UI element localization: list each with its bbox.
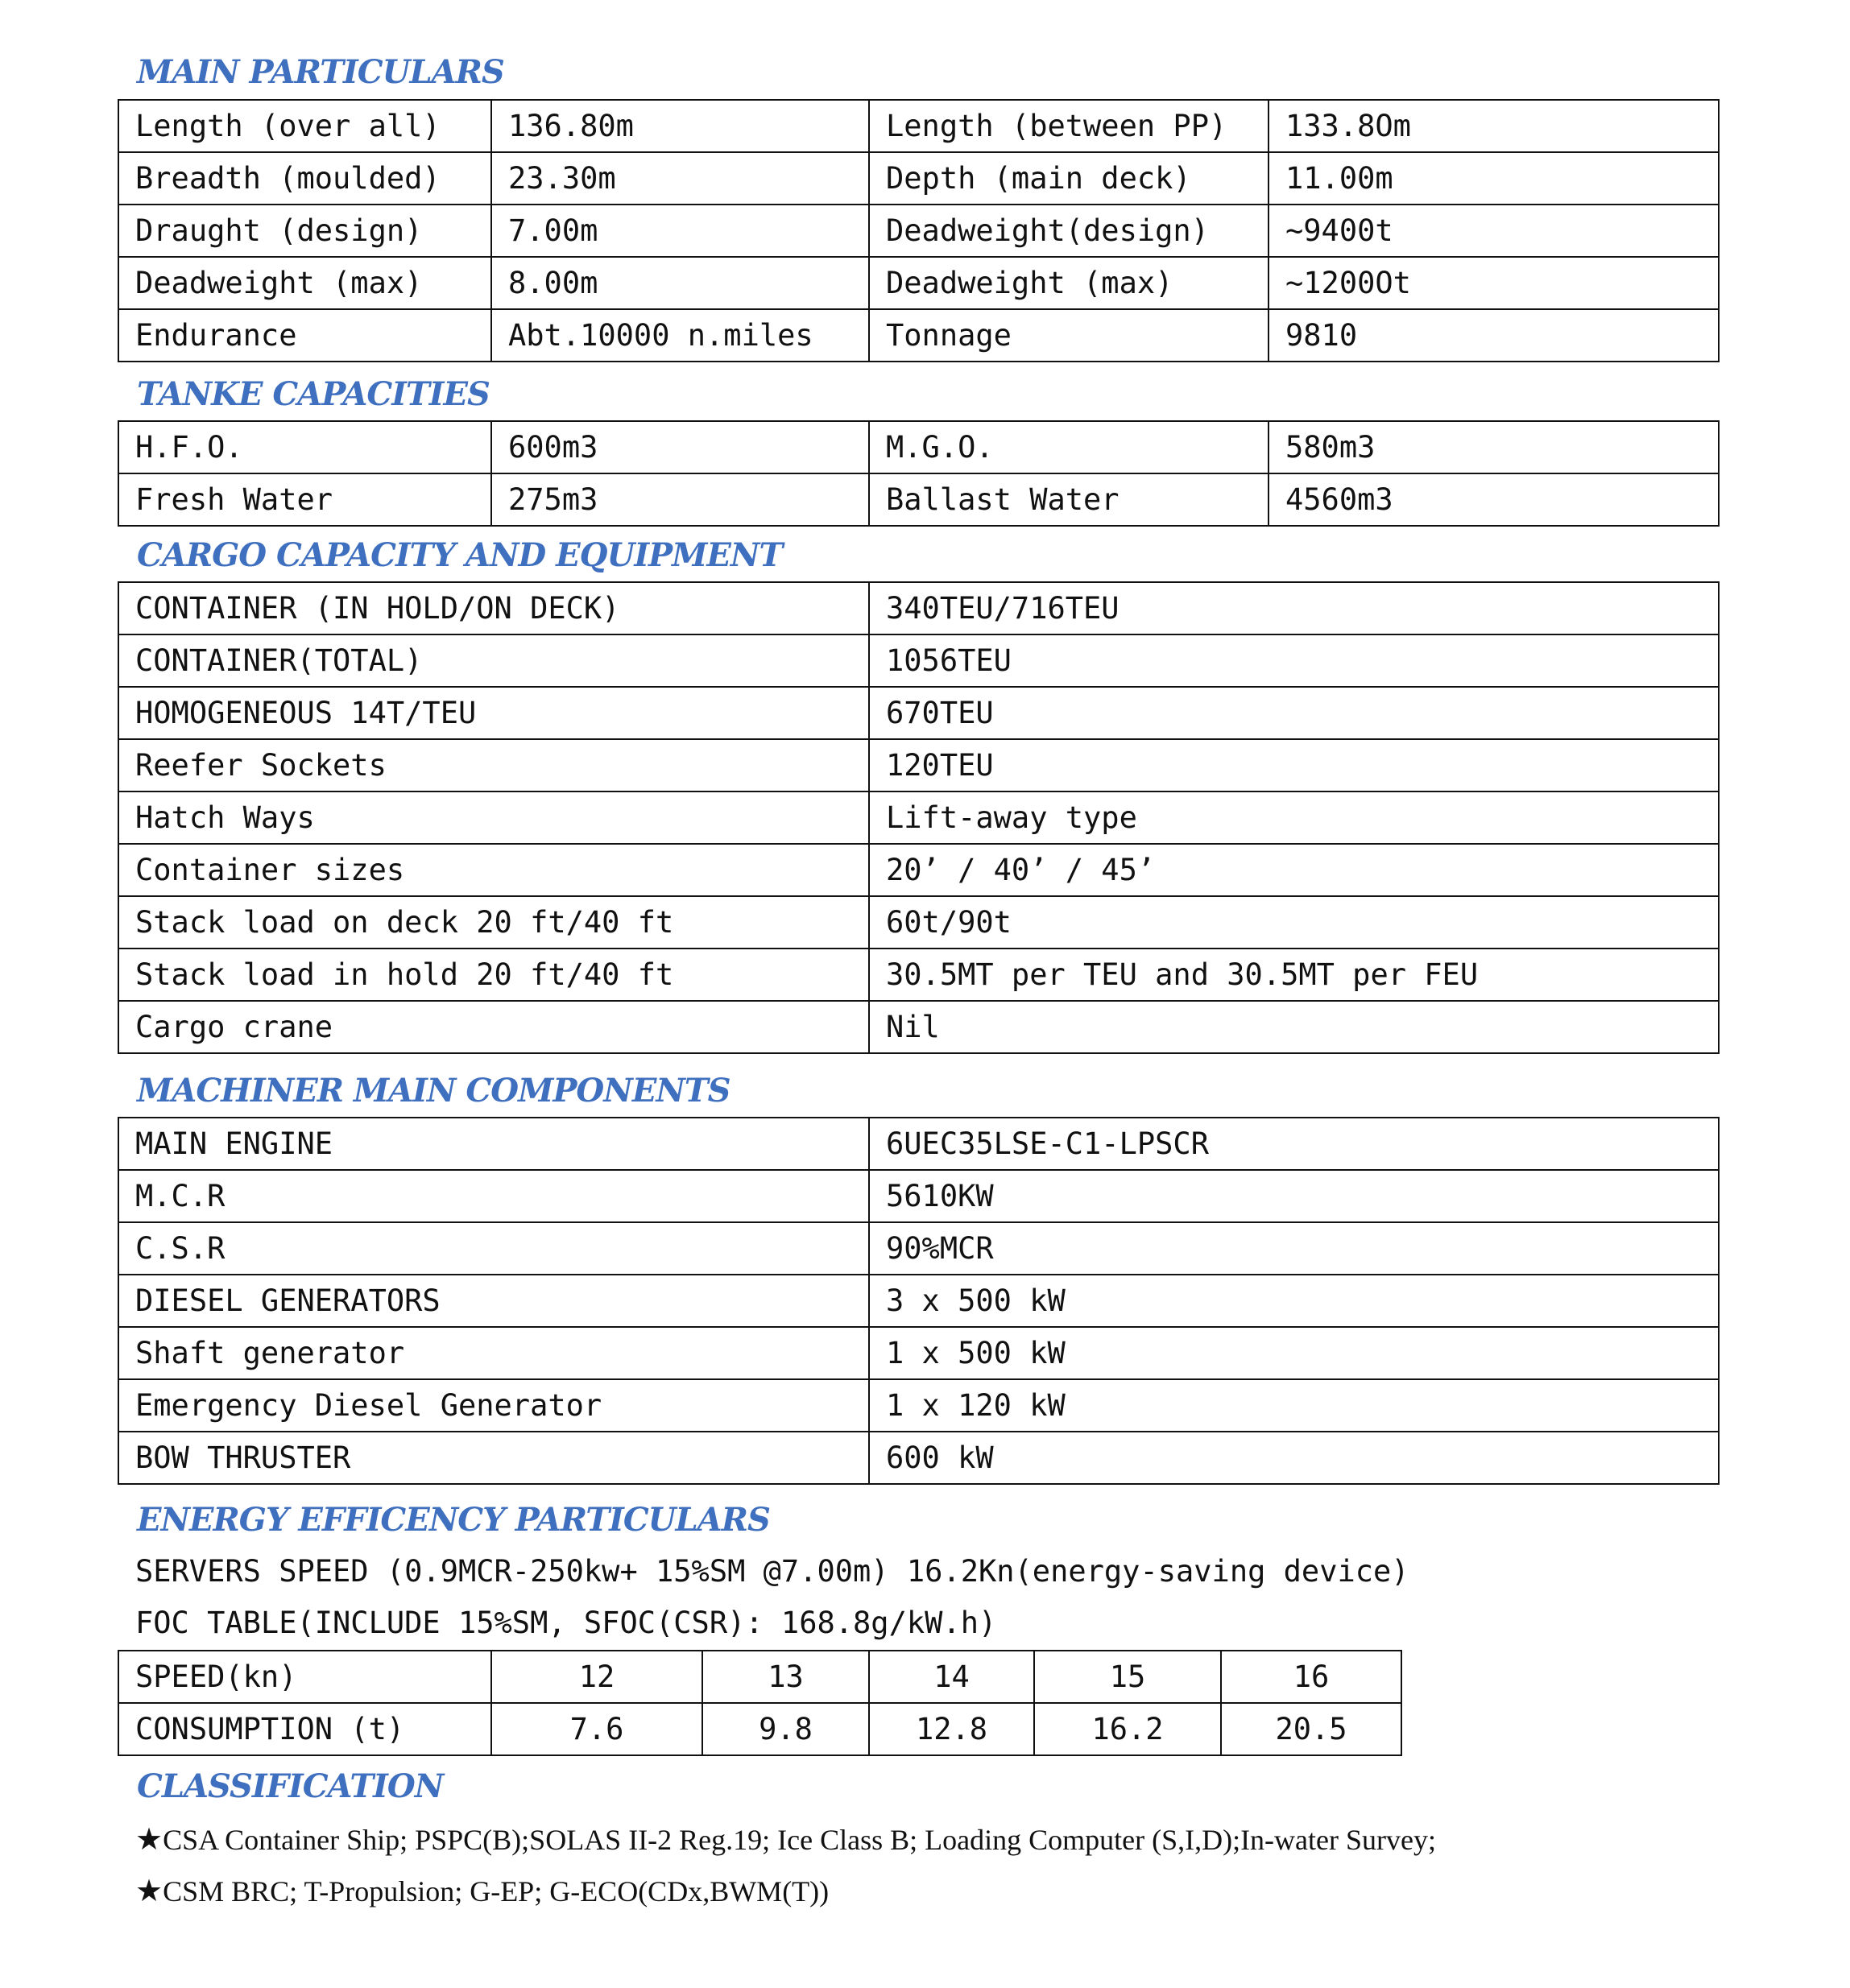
spec-value-cell: ~9400t: [1269, 205, 1719, 257]
spec-label-cell: Length (between PP): [869, 100, 1269, 152]
spec-value-cell: 11.00m: [1269, 152, 1719, 205]
spec-value-cell: 20’ / 40’ / 45’: [869, 844, 1719, 896]
spec-value-cell: 340TEU/716TEU: [869, 582, 1719, 634]
main-particulars-row: [118, 152, 1719, 205]
main-particulars-row: [118, 257, 1719, 309]
spec-value-cell: 23.30m: [491, 152, 869, 205]
machinery-row: [118, 1327, 1719, 1379]
tank-capacities-heading: TANKE CAPACITIES: [137, 375, 490, 413]
machinery-row: [118, 1170, 1719, 1222]
spec-value-cell: 7.00m: [491, 205, 869, 257]
machinery-row: [118, 1432, 1719, 1484]
foc-consumption-cell: 20.5: [1221, 1703, 1401, 1755]
spec-label-cell: Length (over all): [118, 100, 491, 152]
classification-heading: CLASSIFICATION: [137, 1767, 444, 1805]
foc-consumption-cell: 12.8: [869, 1703, 1034, 1755]
main-particulars-row: [118, 309, 1719, 362]
spec-value-cell: Nil: [869, 1001, 1719, 1053]
spec-label-cell: Endurance: [118, 309, 491, 362]
foc-consumption-cell: 16.2: [1034, 1703, 1221, 1755]
spec-value-cell: 133.8Om: [1269, 100, 1719, 152]
spec-value-cell: 9810: [1269, 309, 1719, 362]
spec-label-cell: M.G.O.: [869, 421, 1269, 473]
spec-label-cell: Tonnage: [869, 309, 1269, 362]
cargo-row: [118, 634, 1719, 687]
cargo-table: [118, 581, 1720, 1054]
spec-value-cell: Abt.10000 n.miles: [491, 309, 869, 362]
spec-label-cell: Container sizes: [118, 844, 869, 896]
spec-label-cell: Deadweight (max): [869, 257, 1269, 309]
machinery-row: [118, 1275, 1719, 1327]
spec-label-cell: MAIN ENGINE: [118, 1118, 869, 1170]
tank-capacities-row: [118, 473, 1719, 526]
spec-value-cell: 6UEC35LSE-C1-LPSCR: [869, 1118, 1719, 1170]
service-speed-line: SERVERS SPEED (0.9MCR-250kw+ 15%SM @7.00m) 16.2Kn(energy-saving device): [135, 1554, 1409, 1589]
spec-label-cell: Draught (design): [118, 205, 491, 257]
spec-label-cell: Hatch Ways: [118, 791, 869, 844]
spec-label-cell: CONTAINER(TOTAL): [118, 634, 869, 687]
spec-label-cell: Ballast Water: [869, 473, 1269, 526]
cargo-row: [118, 687, 1719, 739]
foc-speed-row: [118, 1651, 1401, 1703]
spec-value-cell: 4560m3: [1269, 473, 1719, 526]
spec-label-cell: Deadweight (max): [118, 257, 491, 309]
spec-label-cell: M.C.R: [118, 1170, 869, 1222]
spec-label-cell: DIESEL GENERATORS: [118, 1275, 869, 1327]
spec-value-cell: 275m3: [491, 473, 869, 526]
spec-label-cell: CONTAINER (IN HOLD/ON DECK): [118, 582, 869, 634]
spec-value-cell: 600m3: [491, 421, 869, 473]
machinery-table: [118, 1117, 1720, 1485]
machinery-row: [118, 1118, 1719, 1170]
classification-text: CSM BRC; T-Propulsion; G-EP; G-ECO(CDx,BWM(T)): [163, 1875, 830, 1907]
spec-label-cell: C.S.R: [118, 1222, 869, 1275]
cargo-heading: CARGO CAPACITY AND EQUIPMENT: [137, 536, 783, 574]
spec-value-cell: 1056TEU: [869, 634, 1719, 687]
energy-heading: ENERGY EFFICENCY PARTICULARS: [137, 1501, 770, 1539]
spec-label-cell: BOW THRUSTER: [118, 1432, 869, 1484]
foc-consumption-label: CONSUMPTION (t): [118, 1703, 491, 1755]
main-particulars-table: [118, 99, 1720, 362]
spec-label-cell: Emergency Diesel Generator: [118, 1379, 869, 1432]
spec-value-cell: 580m3: [1269, 421, 1719, 473]
foc-speed-label: SPEED(kn): [118, 1651, 491, 1703]
spec-value-cell: Lift-away type: [869, 791, 1719, 844]
cargo-row: [118, 739, 1719, 791]
spec-value-cell: 600 kW: [869, 1432, 1719, 1484]
spec-value-cell: 60t/90t: [869, 896, 1719, 949]
spec-value-cell: 3 x 500 kW: [869, 1275, 1719, 1327]
tank-capacities-row: [118, 421, 1719, 473]
spec-value-cell: 1 x 500 kW: [869, 1327, 1719, 1379]
spec-label-cell: H.F.O.: [118, 421, 491, 473]
spec-label-cell: Cargo crane: [118, 1001, 869, 1053]
foc-speed-cell: 14: [869, 1651, 1034, 1703]
classification-text: CSA Container Ship; PSPC(B);SOLAS II-2 Reg.19; Ice Class B; Loading Computer (S,I,D);In-water Survey;: [163, 1824, 1436, 1856]
cargo-row: [118, 844, 1719, 896]
classification-line: [135, 1821, 1436, 1858]
spec-value-cell: 120TEU: [869, 739, 1719, 791]
main-particulars-heading: MAIN PARTICULARS: [137, 53, 504, 91]
spec-value-cell: 136.80m: [491, 100, 869, 152]
foc-consumption-cell: 9.8: [702, 1703, 869, 1755]
spec-value-cell: 1 x 120 kW: [869, 1379, 1719, 1432]
machinery-row: [118, 1379, 1719, 1432]
spec-value-cell: 5610KW: [869, 1170, 1719, 1222]
foc-table: [118, 1650, 1402, 1756]
star-icon: ★: [135, 1823, 163, 1857]
spec-value-cell: 8.00m: [491, 257, 869, 309]
cargo-row: [118, 949, 1719, 1001]
spec-value-cell: 30.5MT per TEU and 30.5MT per FEU: [869, 949, 1719, 1001]
foc-speed-cell: 12: [491, 1651, 702, 1703]
spec-label-cell: Deadweight(design): [869, 205, 1269, 257]
cargo-row: [118, 896, 1719, 949]
spec-value-cell: 90%MCR: [869, 1222, 1719, 1275]
main-particulars-row: [118, 100, 1719, 152]
tank-capacities-table: [118, 420, 1720, 527]
spec-label-cell: Breadth (moulded): [118, 152, 491, 205]
spec-label-cell: HOMOGENEOUS 14T/TEU: [118, 687, 869, 739]
cargo-row: [118, 582, 1719, 634]
foc-speed-cell: 16: [1221, 1651, 1401, 1703]
spec-label-cell: Reefer Sockets: [118, 739, 869, 791]
foc-consumption-cell: 7.6: [491, 1703, 702, 1755]
cargo-row: [118, 1001, 1719, 1053]
machinery-row: [118, 1222, 1719, 1275]
classification-line: [135, 1873, 829, 1909]
spec-value-cell: 670TEU: [869, 687, 1719, 739]
main-particulars-row: [118, 205, 1719, 257]
foc-line: FOC TABLE(INCLUDE 15%SM, SFOC(CSR): 168.8g/kW.h): [135, 1606, 997, 1640]
foc-speed-cell: 13: [702, 1651, 869, 1703]
spec-label-cell: Depth (main deck): [869, 152, 1269, 205]
foc-consumption-row: [118, 1703, 1401, 1755]
spec-label-cell: Shaft generator: [118, 1327, 869, 1379]
foc-speed-cell: 15: [1034, 1651, 1221, 1703]
spec-label-cell: Stack load on deck 20 ft/40 ft: [118, 896, 869, 949]
spec-label-cell: Fresh Water: [118, 473, 491, 526]
star-icon: ★: [135, 1874, 163, 1908]
spec-label-cell: Stack load in hold 20 ft/40 ft: [118, 949, 869, 1001]
cargo-row: [118, 791, 1719, 844]
machinery-heading: MACHINER MAIN COMPONENTS: [137, 1072, 730, 1110]
spec-value-cell: ~1200Ot: [1269, 257, 1719, 309]
